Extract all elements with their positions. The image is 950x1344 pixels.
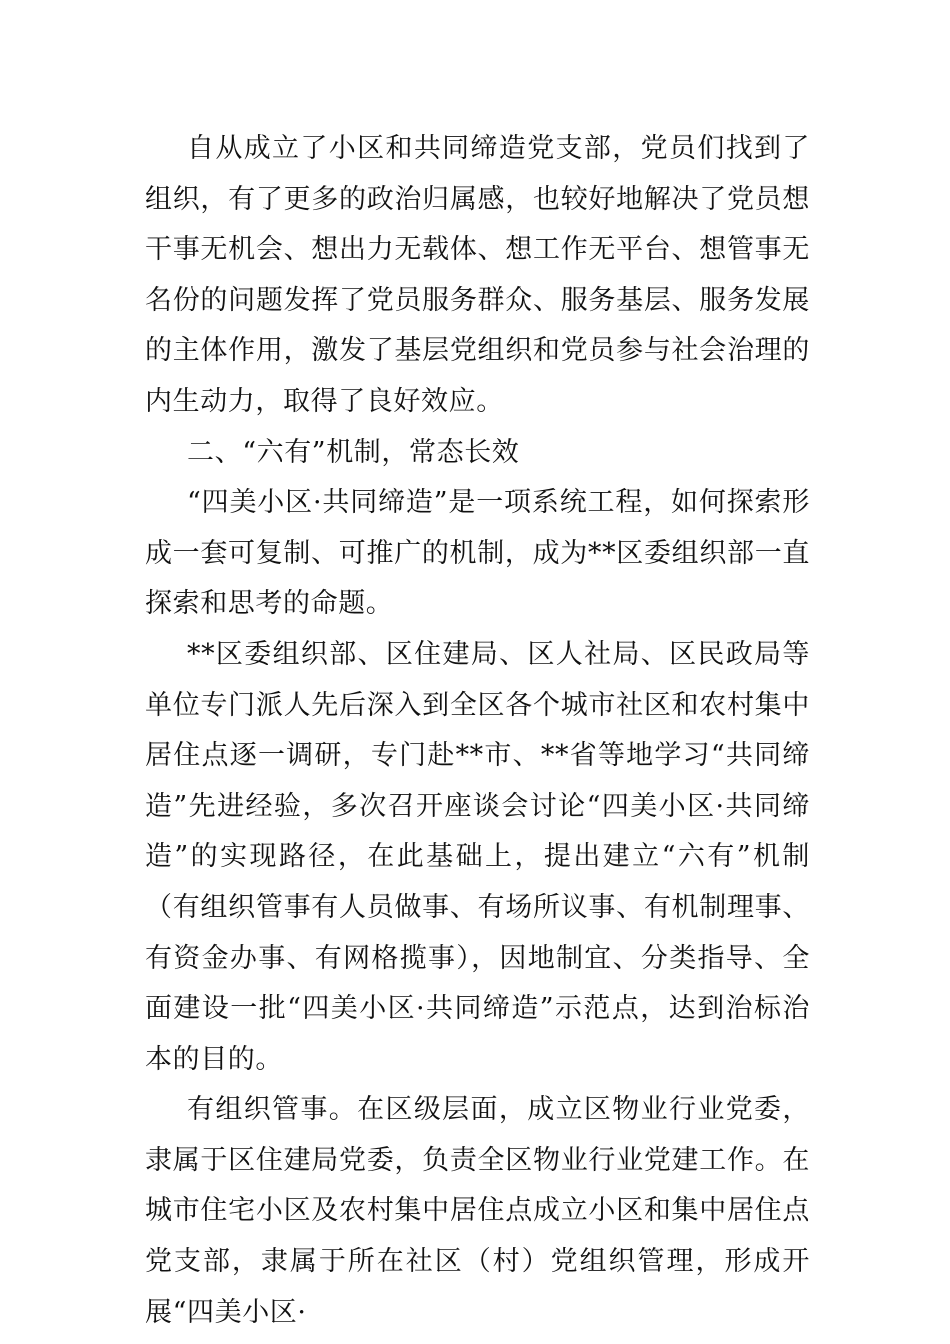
- paragraph-research-and-mechanism: **区委组织部、区住建局、区人社局、区民政局等单位专门派人先后深入到全区各个城市社区和农村集中居住点逐一调研，专门赴**市、**省等地学习“共同缔造”先进经验，多次召开座谈会讨论“四美小区·共同缔造”的实现路径，在此基础上，提出建立“六有”机制（有组织管事有人员做事、有场所议事、有机制理事、有资金办事、有网格揽事），因地制宜、分类指导、全面建设一批“四美小区·共同缔造”示范点，达到治标治本的目的。: [145, 638, 810, 1075]
- section-heading-six-mechanisms: 二、“六有”机制，常态长效: [187, 436, 520, 468]
- document-body: [145, 124, 810, 1338]
- paragraph-system-project: “四美小区·共同缔造”是一项系统工程，如何探索形成一套可复制、可推广的机制，成为**区委组织部一直探索和思考的命题。: [145, 487, 810, 620]
- paragraph-organization-management: 有组织管事。在区级层面，成立区物业行业党委，隶属于区住建局党委，负责全区物业行业党建工作。在城市住宅小区及农村集中居住点成立小区和集中居住点党支部，隶属于所在社区（村）党组织管理，形成开展“四美小区·: [145, 1094, 810, 1328]
- paragraph-party-branch-effect: 自从成立了小区和共同缔造党支部，党员们找到了组织，有了更多的政治归属感，也较好地解决了党员想干事无机会、想出力无载体、想工作无平台、想管事无名份的问题发挥了党员服务群众、服务基层、服务发展的主体作用，激发了基层党组织和党员参与社会治理的内生动力，取得了良好效应。: [145, 133, 810, 417]
